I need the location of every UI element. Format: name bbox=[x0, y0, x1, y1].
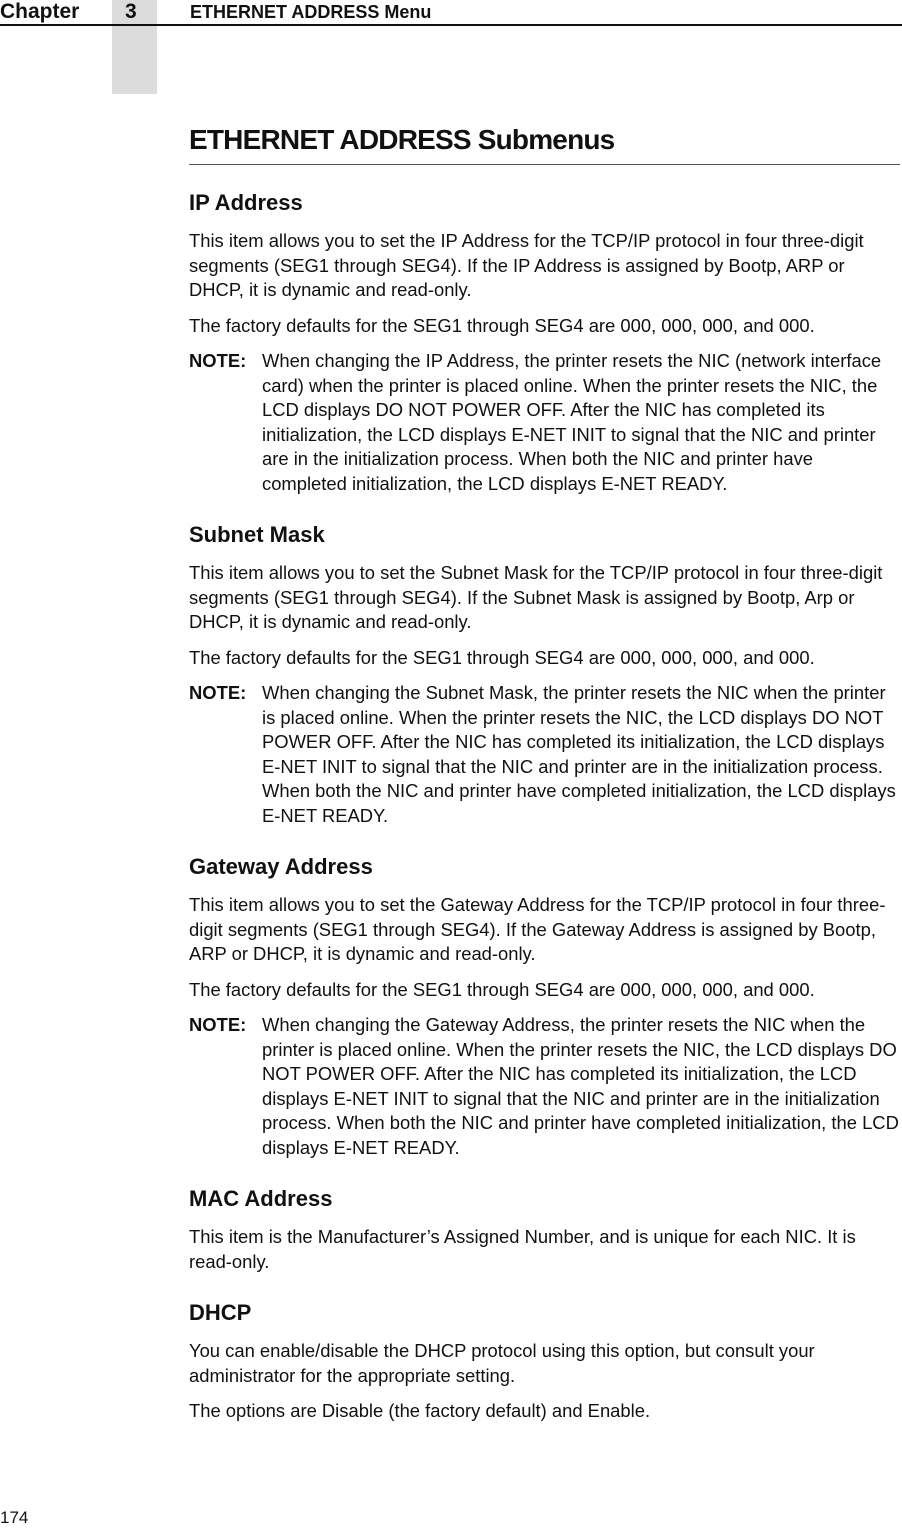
dhcp-options: The options are Disable (the factory default) and Enable. bbox=[189, 1400, 651, 1421]
ip-address-description: This item allows you to set the IP Address for the TCP/IP protocol in four three-digit segments (SEG1 through SEG4). If the IP Address is assigned by Bootp, ARP or DHCP, it is dynamic and read-only. bbox=[189, 230, 864, 300]
gateway-address-defaults: The factory defaults for the SEG1 through SEG4 are 000, 000, 000, and 000. bbox=[189, 978, 815, 1000]
note-label: NOTE: bbox=[189, 350, 247, 371]
ip-address-heading: IP Address bbox=[189, 190, 303, 215]
running-header-title: ETHERNET ADDRESS Menu bbox=[190, 2, 432, 22]
ip-address-defaults: The factory defaults for the SEG1 through SEG4 are 000, 000, 000, and 000. bbox=[189, 314, 815, 336]
note-text: When changing the Gateway Address, the printer resets the NIC when the printer is placed online. When the printer resets the NIC, the LCD displays DO NOT POWER OFF. After the NIC has completed its initialization, the LCD displays E-NET INIT to signal that the NIC and printer are in the initialization process. When both the NIC and printer have completed initialization, the LCD displays E-NET READY. bbox=[262, 1014, 899, 1158]
note-label: NOTE: bbox=[189, 1014, 247, 1035]
gateway-address-heading: Gateway Address bbox=[189, 854, 373, 879]
page-header bbox=[0, 0, 902, 28]
gateway-address-description: This item allows you to set the Gateway Address for the TCP/IP protocol in four three-digit segments (SEG1 through SEG4). If the Gateway Address is assigned by Bootp, ARP or DHCP, it is dynamic and read-only. bbox=[189, 894, 886, 964]
mac-address-heading: MAC Address bbox=[189, 1186, 333, 1211]
subnet-mask-defaults: The factory defaults for the SEG1 through SEG4 are 000, 000, 000, and 000. bbox=[189, 646, 815, 668]
note-text: When changing the Subnet Mask, the printer resets the NIC when the printer is placed online. When the printer resets the NIC, the LCD displays DO NOT POWER OFF. After the NIC has completed its initialization, the LCD displays E-NET INIT to signal that the NIC and printer are in the initialization process. When both the NIC and printer have completed initialization, the LCD displays E-NET READY. bbox=[262, 682, 896, 826]
dhcp-description: You can enable/disable the DHCP protocol using this option, but consult your administrator for the appropriate setting. bbox=[189, 1340, 815, 1386]
subnet-mask-note bbox=[189, 681, 900, 828]
page-number: 174 bbox=[0, 1508, 29, 1527]
chapter-label: Chapter bbox=[0, 0, 80, 23]
subnet-mask-description: This item allows you to set the Subnet Mask for the TCP/IP protocol in four three-digit segments (SEG1 through SEG4). If the Subnet Mask is assigned by Bootp, Arp or DHCP, it is dynamic and read-only. bbox=[189, 562, 883, 632]
note-text: When changing the IP Address, the printer resets the NIC (network interface card) when the printer is placed online. When the printer resets the NIC, the LCD displays DO NOT POWER OFF. After the NIC has completed its initialization, the LCD displays E-NET INIT to signal that the NIC and printer are in the initialization process. When both the NIC and printer have completed initialization, the LCD displays E-NET READY. bbox=[262, 350, 882, 494]
header-rule bbox=[0, 24, 902, 26]
chapter-number: 3 bbox=[125, 0, 137, 23]
subnet-mask-heading: Subnet Mask bbox=[189, 522, 325, 547]
gateway-address-note bbox=[189, 1013, 900, 1160]
section-title: ETHERNET ADDRESS Submenus bbox=[189, 120, 900, 165]
page-content bbox=[189, 120, 900, 1424]
dhcp-heading: DHCP bbox=[189, 1300, 252, 1325]
ip-address-note bbox=[189, 349, 900, 496]
note-label: NOTE: bbox=[189, 682, 247, 703]
mac-address-description: This item is the Manufacturer’s Assigned Number, and is unique for each NIC. It is read-only. bbox=[189, 1226, 856, 1272]
